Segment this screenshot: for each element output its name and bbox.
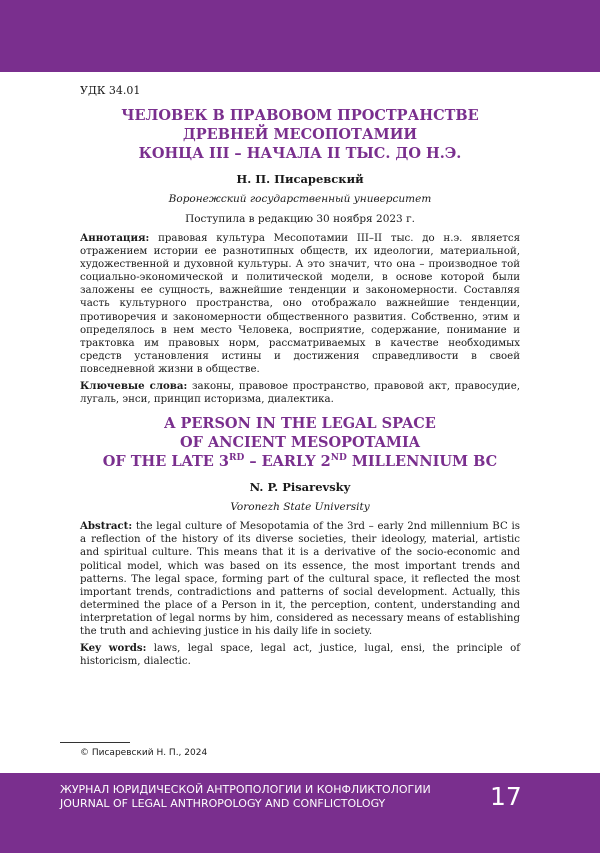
ru-abstract bbox=[80, 232, 520, 376]
en-abstract bbox=[80, 520, 520, 638]
en-author: N. P. Pisarevsky bbox=[249, 480, 351, 495]
en-title bbox=[80, 414, 520, 471]
ru-title-line: КОНЦА III – НАЧАЛА II ТЫС. ДО Н.Э. bbox=[138, 145, 462, 162]
ru-author: Н. П. Писаревский bbox=[236, 172, 364, 186]
en-title-line: OF ANCIENT MESOPOTAMIA bbox=[179, 434, 420, 452]
ru-abstract-text: правовая культура Месопотамии III–II тыс. до н.э. является отражением истории ее разнотипных обществ, их идеологии, материальной, художественной и духовной культуры. А это значит, что она – производное той социально-экономической и политической модели, в основе которой были заложены ее сущность, важнейшие тенденции и закономерности. Составляя часть культурного пространства, оно отображало важнейшие тенденции, противоречия и закономерности общественного развития. Собственно, этим и определялось в нем место Человека, восприятие, содержание, понимание и трактовка им правовых норм, рассматриваемых в качестве необходимых средств установления истины и достижения справедливости в своей повседневной жизни в обществе. bbox=[80, 233, 520, 375]
en-title-part: OF THE LATE 3 bbox=[102, 453, 229, 471]
en-title-line bbox=[80, 452, 520, 471]
en-title-part: MILLENNIUM BC bbox=[346, 453, 498, 471]
ru-title-line: ДРЕВНЕЙ МЕСОПОТАМИИ bbox=[182, 126, 418, 143]
en-keywords-label: Key words: bbox=[80, 642, 147, 655]
journal-title-ru: ЖУРНАЛ ЮРИДИЧЕСКОЙ АНТРОПОЛОГИИ И КОНФЛИКТОЛОГИИ bbox=[60, 783, 431, 796]
en-title-line: A PERSON IN THE LEGAL SPACE bbox=[164, 415, 436, 433]
udk-code: УДК 34.01 bbox=[80, 84, 141, 97]
en-title-sup: ND bbox=[330, 453, 347, 464]
copyright-note: © Писаревский Н. П., 2024 bbox=[80, 748, 208, 758]
en-title-sup: RD bbox=[228, 453, 245, 464]
received-date: Поступила в редакцию 30 ноября 2023 г. bbox=[185, 213, 415, 225]
en-abstract-text: the legal culture of Mesopotamia of the 3rd – early 2nd millennium BC is a reflection of the history of its diverse societies, their ideology, material, artistic and spiritual culture. This means that it is a derivative of the socio-economic and political model, which was based on its essence, the most important trends and patterns. The legal space, forming part of the cultural space, it reflected the most important trends, contradictions and patterns of social development. Actually, this determined the place of a Person in it, the perception, content, understanding and interpretation of legal norms by him, considered as necessary means of establishing the truth and achieving justice in his daily life in society. bbox=[80, 521, 520, 637]
journal-title-en: JOURNAL OF LEGAL ANTHROPOLOGY AND CONFLICTOLOGY bbox=[60, 797, 386, 810]
ru-affiliation: Воронежский государственный университет bbox=[168, 193, 432, 205]
article-content bbox=[80, 84, 520, 672]
ru-keywords-label: Ключевые слова: bbox=[80, 380, 188, 393]
ru-keywords bbox=[80, 380, 520, 406]
header-band bbox=[0, 0, 600, 72]
page-number: 17 bbox=[490, 782, 522, 811]
en-title-part: – EARLY 2 bbox=[244, 453, 331, 471]
en-affiliation: Voronezh State University bbox=[230, 501, 370, 514]
ru-title-line: ЧЕЛОВЕК В ПРАВОВОМ ПРОСТРАНСТВЕ bbox=[121, 107, 479, 124]
footnote-divider bbox=[60, 742, 130, 743]
ru-title bbox=[80, 106, 520, 163]
en-keywords bbox=[80, 642, 520, 668]
journal-title bbox=[60, 783, 431, 811]
ru-abstract-label: Аннотация: bbox=[80, 232, 150, 244]
ru-keywords-text: законы, правовое пространство, правовой акт, правосудие, лугаль, энси, принцип историзма, диалектика. bbox=[80, 381, 520, 406]
en-abstract-label: Abstract: bbox=[80, 520, 133, 533]
en-keywords-text: laws, legal space, legal act, justice, lugal, ensi, the principle of historicism, dialectic. bbox=[80, 643, 520, 668]
